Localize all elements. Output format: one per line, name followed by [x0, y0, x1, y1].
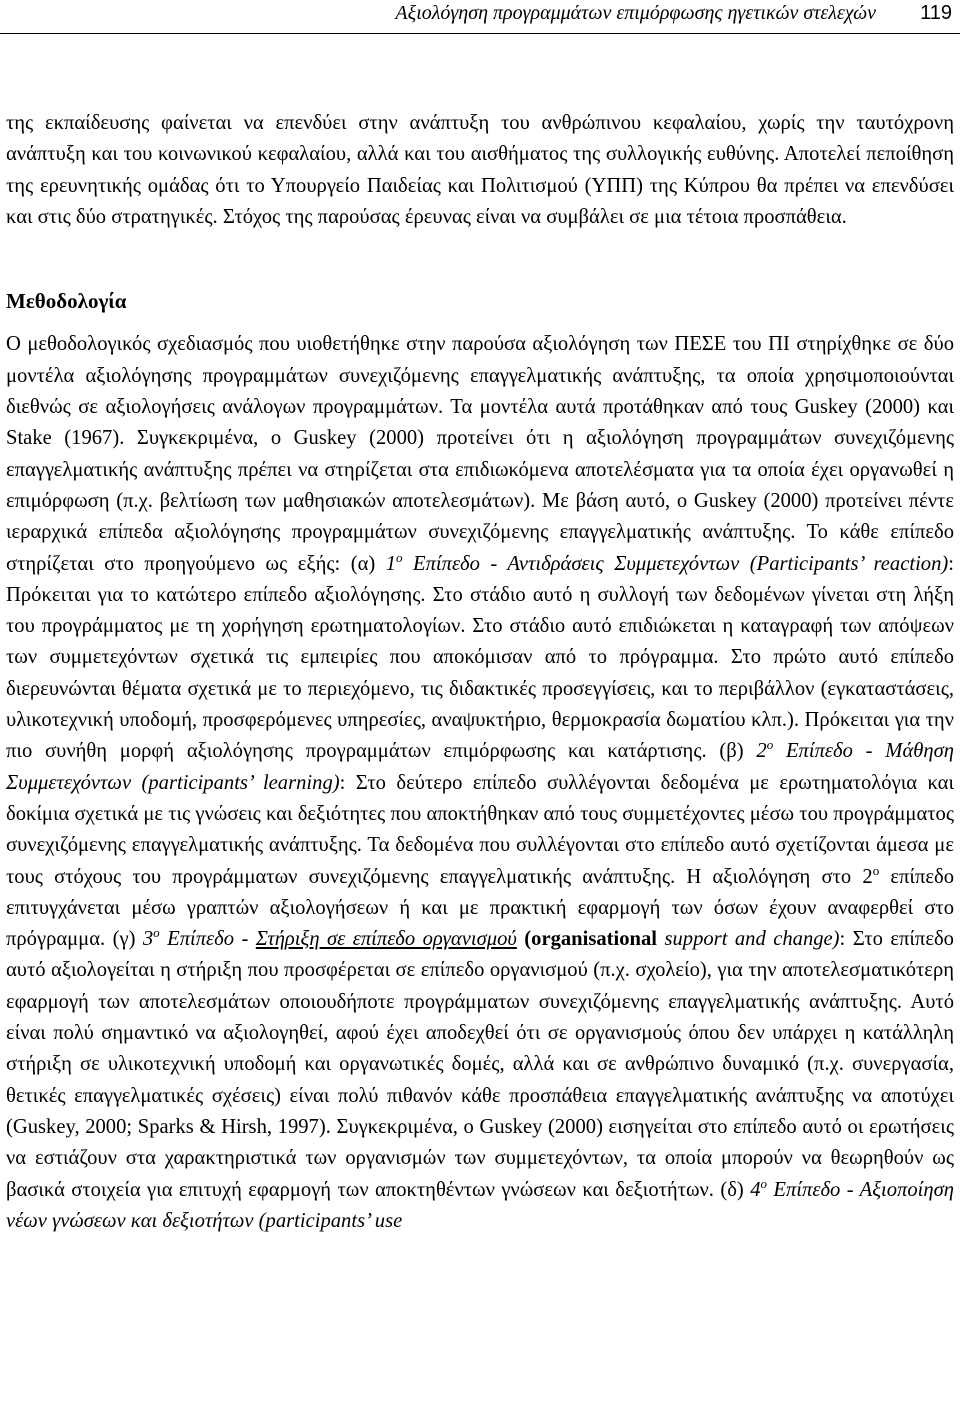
text-run: επίπεδο επιτυγχάνεται μέσω γραπτών αξιολογήσεων ή και με πρακτική εφαρμογή των όσων έχουν αναφερθεί στο πρόγραμμα. (γ): [6, 865, 955, 951]
level-3-ordinal: ο: [153, 925, 160, 941]
level-4-ordinal: ο: [760, 1175, 767, 1191]
level-3-number: 3: [142, 928, 154, 951]
level-2-title: Επίπεδο - Μάθηση Συμμετεχόντων (participants’ learning): [6, 740, 954, 794]
level-1-title-text: Επίπεδο - Αντιδράσεις Συμμετεχόντων (Participants’ reaction): [402, 552, 949, 575]
level-3-title-c: (organisational: [524, 928, 658, 951]
intro-paragraph: της εκπαίδευσης φαίνεται να επενδύει στην ανάπτυξη του ανθρώπινου κεφαλαίου, χωρίς την ταυτόχρονη ανάπτυξη και του κοινωνικού κεφαλαίου, αλλά και του αισθήματος της συλλογικής ευθύνης. Αποτελεί πεποίθηση της ερευνητικής ομάδας ότι το Υπουργείο Παιδείας και Πολιτισμού (ΥΠΠ) της Κύπρου θα πρέπει να επενδύσει και στις δύο στρατηγικές. Στόχος της παρούσας έρευνας είναι να συμβάλει σε μια τέτοια προσπάθεια.: [6, 112, 954, 228]
page-body: [6, 108, 954, 1237]
level-1-title: [403, 553, 949, 575]
text-run: Ο μεθοδολογικός σχεδιασμός που υιοθετήθηκε στην παρούσα αξιολόγηση των ΠΕΣΕ του ΠΙ στηρίχθηκε σε δύο μοντέλα αξιολόγησης προγραμμάτων συνεχιζόμενης επαγγελματικής ανάπτυξης, τα οποία χρησιμοποιούνται διεθνώς σε αξιολογήσεις ανάλογων προγραμμάτων. Τα μοντέλα αυτά προτάθηκαν από τους Guskey (2000) και Stake (1967). Συγκεκριμένα, ο Guskey (2000) προτείνει ότι η αξιολόγηση προγραμμάτων συνεχιζόμενης επαγγελματικής ανάπτυξης πρέπει να στηρίζεται στα επιδιωκόμενα αποτελέσματα για τα οποία έχει οργανωθεί η επιμόρφωση (π.χ. βελτίωση των μαθησιακών αποτελεσμάτων). Με βάση αυτό, ο Guskey (2000) προτείνει πέντε ιεραρχικά επίπεδα αξιολόγησης προγραμμάτων συνεχιζόμενης επαγγελματικής ανάπτυξης. Το κάθε επίπεδο στηρίζεται στο προηγούμενο ως εξής: (α): [6, 333, 954, 575]
running-header: [0, 0, 960, 34]
level-2-number: 2: [756, 740, 767, 763]
level-3-title-d: support and change): [664, 928, 840, 951]
level-2-ordinal: ο: [766, 737, 774, 753]
level-1-number: 1: [385, 552, 397, 575]
level-4-title-b: Αξιοποίηση νέων γνώσεων και δεξιοτήτων (participants’ use: [6, 1178, 954, 1232]
level-3-title-b: Στήριξη σε επίπεδο οργανισμού: [255, 928, 517, 951]
level-1-ordinal: ο: [396, 549, 403, 565]
level-3-title-a: Επίπεδο -: [159, 928, 256, 951]
text-run: : Πρόκειται για το κατώτερο επίπεδο αξιολόγησης. Στο στάδιο αυτό η συλλογή των δεδομένων γίνεται στη λήξη του προγράμματος με τη χορήγηση ερωτηματολογίων. Στο στάδιο αυτό επιδιώκεται η καταγραφή των απόψεων των συμμετεχόντων σχετικά τις εμπειρίες που αποκόμισαν από το πρόγραμμα. Στο πρώτο αυτό επίπεδο διερευνώνται θέματα σχετικά με το περιεχόμενο, τις διδακτικές προσεγγίσεις, και το περιβάλλον (εγκαταστάσεις, υλικοτεχνική υποδομή, προσφερόμενες υπηρεσίες, αναψυκτήριο, θερμοκρασία δωματίου κλπ.). Πρόκειται για την πιο συνήθη μορφή αξιολόγησης προγραμμάτων επιμόρφωσης και κατάρτισης. (β): [6, 552, 954, 763]
section-heading: Μεθοδολογία: [6, 289, 127, 314]
methodology-paragraph: [6, 329, 954, 1237]
ordinal-superscript: ο: [872, 862, 880, 878]
text-run: : Στο επίπεδο αυτό αξιολογείται η στήριξη που προσφέρεται σε επίπεδο οργανισμού (π.χ. σχολείο), για την αποτελεσματικότερη εφαρμογή των αποτελεσμάτων οποιουδήποτε προγράμματων συνεχιζόμενης επαγγελματικής ανάπτυξης. Αυτό είναι πολύ σημαντικό να αξιολογηθεί, αφού έχει αποδεχθεί ότι σε οργανισμούς όπου δεν υπάρχει η κατάλληλη στήριξη σε υλικοτεχνική υποδομή και οργανωτικές δομές, αλλά και σε ανθρώπινο δυναμικό (π.χ. συνεργασία, θετικές επαγγελματικές σχέσεις) είναι πολύ πιθανόν κάθε προσπάθεια επαγγελματικής ανάπτυξης να αποτύχει (Guskey, 2000; Sparks & Hirsh, 1997). Συγκεκριμένα, ο Guskey (2000) εισηγείται στο επίπεδο αυτό οι ερωτήσεις να εστιάζουν στα χαρακτηριστικά των οργανισμών των συμμετεχόντων, τα οποία μπορούν να θεωρηθούν ως βασικά στοιχεία για επιτυχή εφαρμογή των αποκτηθέντων γνώσεων και δεξιοτήτων. (δ): [6, 928, 954, 1201]
page-number: 119: [920, 2, 952, 24]
level-4-title-a: Επίπεδο -: [767, 1178, 860, 1201]
level-4-number: 4: [750, 1178, 761, 1201]
text-run: : Στο δεύτερο επίπεδο συλλέγονται δεδομένα με ερωτηματολόγια και δοκίμια σχετικά με τις γνώσεις και δεξιότητες που αποκτήθηκαν από τους συμμετέχοντες μέσω του προγράμματος συνεχιζόμενης επαγγελματικής ανάπτυξης. Τα δεδομένα που συλλέγονται στο επίπεδο αυτό σχετίζονται άμεσα με τους στόχους του προγράμματων συνεχιζόμενης επαγγελματικής ανάπτυξης. Η αξιολόγηση στο 2: [6, 771, 954, 888]
running-title: Αξιολόγηση προγραμμάτων επιμόρφωσης ηγετικών στελεχών: [395, 2, 876, 24]
